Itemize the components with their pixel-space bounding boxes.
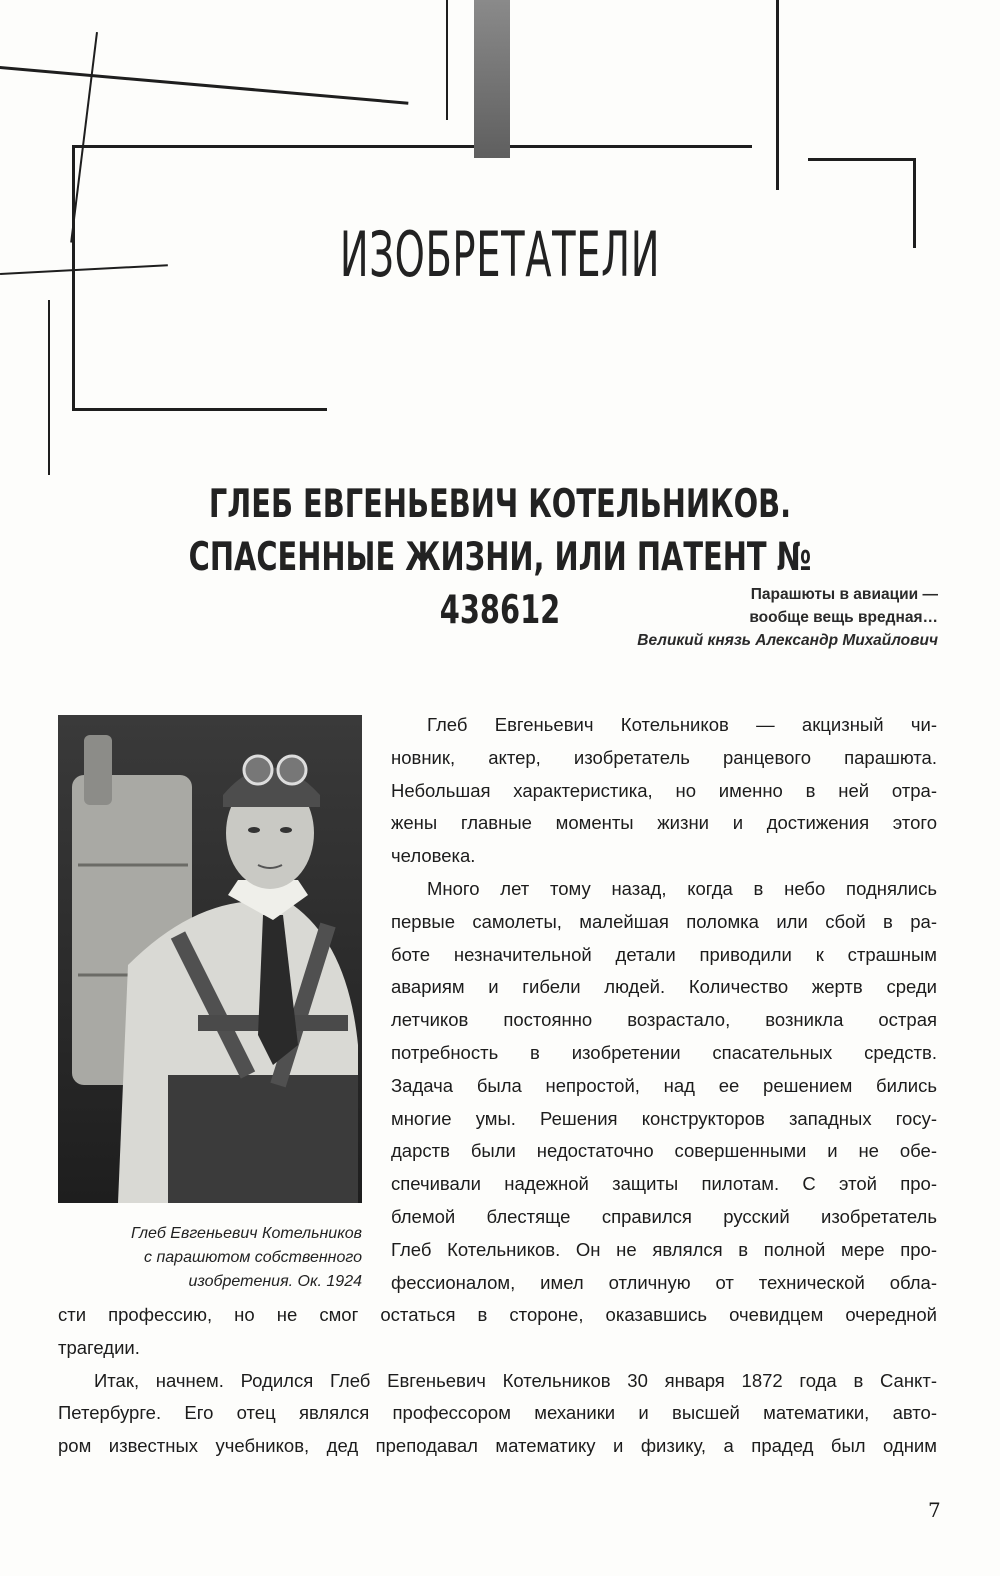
deco-line-left-horizontal (0, 264, 168, 275)
text-line: летчиков постоянно возрастало, возникла острая (391, 1009, 937, 1031)
text-line: авариям и гибели людей. Количество жертв среди (391, 976, 937, 998)
body-column-text (391, 709, 937, 1299)
page-number: 7 (928, 1498, 941, 1522)
text-line: ром известных учебников, дед преподавал математику и физику, а прадед был одним (58, 1435, 937, 1457)
deco-frame-right-top (808, 158, 916, 161)
text-line: человека. (391, 845, 476, 867)
text-line: Глеб Евгеньевич Котельников — акцизный чи- (427, 714, 937, 735)
text-line: Глеб Котельников. Он не являлся в полной мере про- (391, 1238, 937, 1260)
text-line: Небольшая характеристика, но именно в ней отра- (391, 779, 937, 801)
text-line: Итак, начнем. Родился Глеб Евгеньевич Котельников 30 января 1872 года в Санкт- (94, 1369, 937, 1391)
photo-caption-line: изобретения. Ок. 1924 (188, 1273, 362, 1290)
text-line: Задача была непростой, над ее решением бились (391, 1074, 937, 1096)
epigraph-line-1: Парашюты в авиации — (750, 586, 938, 603)
text-line: дарств были недостаточно совершенными и не обе- (391, 1140, 937, 1162)
deco-line-right-vertical (776, 0, 779, 190)
text-line: потребность в изобретении спасательных средств. (391, 1041, 937, 1063)
deco-line-short-vertical (446, 0, 448, 120)
photo-caption-line: Глеб Евгеньевич Котельников (130, 1225, 362, 1242)
text-line: новник, актер, изобретатель ранцевого парашюта. (391, 746, 937, 768)
text-line: фессионалом, имел отличную от технической обла- (391, 1271, 937, 1293)
text-line: первые самолеты, малейшая поломка или сбой в ра- (391, 910, 937, 932)
epigraph (637, 583, 938, 652)
deco-gray-block (474, 0, 510, 158)
deco-line-top-diagonal (0, 66, 408, 105)
deco-frame-right (913, 158, 916, 248)
chapter-title: ИЗОБРЕТАТЕЛИ (339, 218, 661, 291)
deco-frame-left (72, 145, 75, 410)
portrait-photo (58, 715, 362, 1203)
text-line: трагедии. (58, 1336, 140, 1358)
text-line: спечивали надежной защиты пилотам. С этой про- (391, 1173, 937, 1195)
article-title-line-1: ГЛЕБ ЕВГЕНЬЕВИЧ КОТЕЛЬНИКОВ. (208, 482, 792, 527)
photo-caption (58, 1222, 362, 1294)
text-line: Много лет тому назад, когда в небо поднялись (427, 877, 937, 899)
text-line: Петербурге. Его отец являлся профессором механики и высшей математики, авто- (58, 1402, 937, 1424)
article-title-line-2: СПАСЕННЫЕ ЖИЗНИ, ИЛИ ПАТЕНТ № 438612 (188, 535, 812, 633)
deco-frame-bottom (72, 408, 327, 411)
text-line: боте незначительной детали приводили к страшным (391, 943, 937, 965)
text-line: многие умы. Решения конструкторов западных госу- (391, 1107, 937, 1129)
text-line: жены главные моменты жизни и достижения этого (391, 812, 937, 834)
deco-frame-top (72, 145, 752, 148)
epigraph-line-2: вообще вещь вредная… (749, 609, 938, 626)
text-line: блемой блестяще справился русский изобретатель (391, 1205, 937, 1227)
text-line: сти профессию, но не смог остаться в стороне, оказавшись очевидцем очередной (58, 1304, 937, 1325)
deco-line-long-vertical (48, 300, 50, 475)
body-full-text (58, 1299, 937, 1463)
portrait-photo-drawing (58, 715, 362, 1203)
epigraph-author: Великий князь Александр Михайлович (637, 632, 938, 649)
photo-caption-line: с парашютом собственного (144, 1249, 362, 1266)
